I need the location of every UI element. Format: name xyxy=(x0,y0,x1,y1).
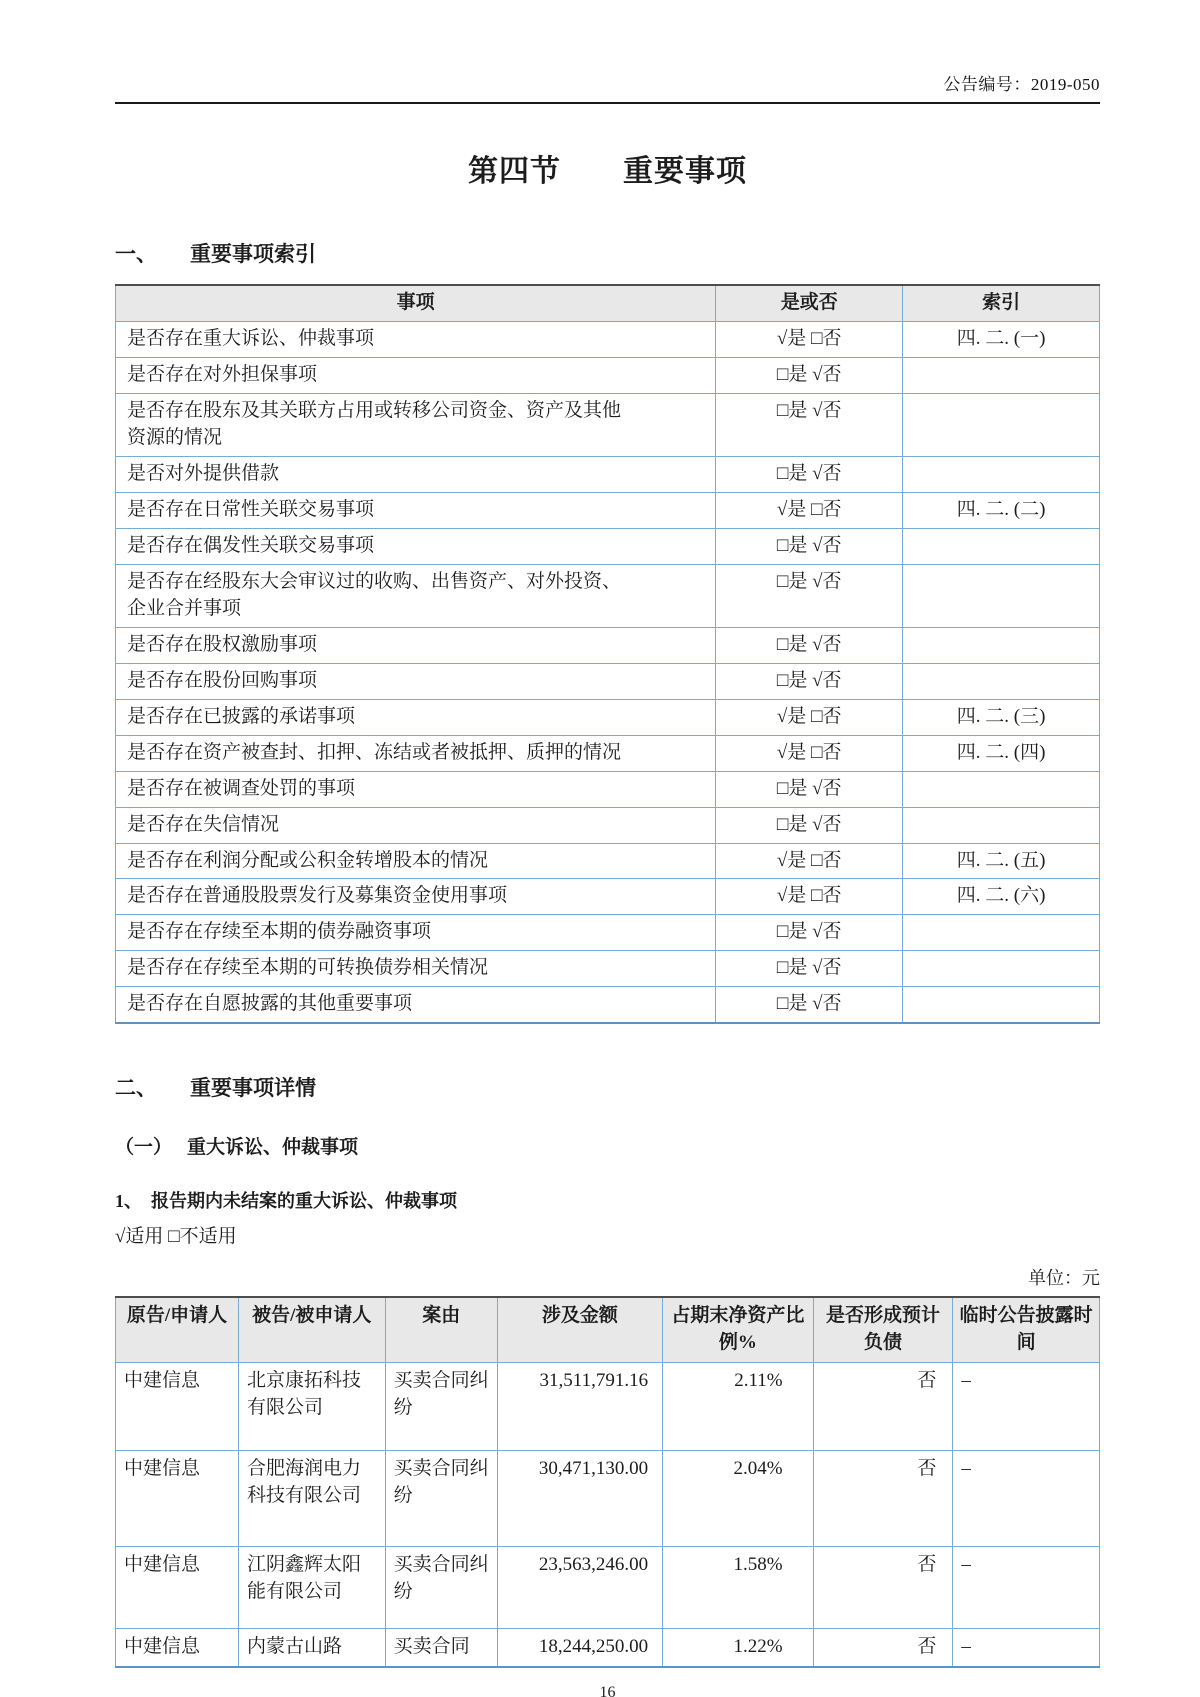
lawsuit-cell-cause: 买卖合同纠纷 xyxy=(385,1451,497,1547)
index-cell-item: 是否存在对外担保事项 xyxy=(116,357,716,393)
index-table-row xyxy=(116,492,1100,528)
subsection-pending-cases-title: 报告期内未结案的重大诉讼、仲裁事项 xyxy=(151,1191,457,1212)
index-table-row xyxy=(116,951,1100,987)
index-cell-yesno: □是 √否 xyxy=(716,663,903,699)
index-cell-index: 四. 二. (一) xyxy=(903,321,1100,357)
lawsuit-cell-amount: 23,563,246.00 xyxy=(497,1547,662,1629)
index-cell-item: 是否存在失信情况 xyxy=(116,807,716,843)
lawsuit-cell-amount: 18,244,250.00 xyxy=(497,1629,662,1667)
index-cell-yesno: √是 □否 xyxy=(716,843,903,879)
lawsuit-cell-defendant: 北京康拓科技有限公司 xyxy=(239,1363,386,1451)
index-cell-index: 四. 二. (三) xyxy=(903,699,1100,735)
important-matters-index-table xyxy=(115,284,1100,1024)
index-cell-yesno: □是 √否 xyxy=(716,771,903,807)
index-table-row xyxy=(116,357,1100,393)
index-cell-item: 是否存在利润分配或公积金转增股本的情况 xyxy=(116,843,716,879)
lawsuit-cell-ratio: 1.58% xyxy=(663,1547,814,1629)
col-header-amount: 涉及金额 xyxy=(497,1297,662,1362)
index-cell-index xyxy=(903,663,1100,699)
index-cell-yesno: □是 √否 xyxy=(716,393,903,456)
lawsuit-cell-liability: 否 xyxy=(813,1451,953,1547)
lawsuit-table-header-row xyxy=(116,1297,1100,1362)
index-cell-index xyxy=(903,393,1100,456)
index-cell-yesno: □是 √否 xyxy=(716,915,903,951)
index-table-row xyxy=(116,663,1100,699)
lawsuit-cell-disclosure: – xyxy=(953,1363,1100,1451)
index-cell-index xyxy=(903,951,1100,987)
col-header-yesno: 是或否 xyxy=(716,285,903,321)
document-content xyxy=(115,0,1100,1697)
lawsuit-cell-liability: 否 xyxy=(813,1363,953,1451)
index-table-row xyxy=(116,987,1100,1023)
lawsuit-table-header xyxy=(116,1297,1100,1362)
index-table-row xyxy=(116,321,1100,357)
lawsuit-cell-plaintiff: 中建信息 xyxy=(116,1547,239,1629)
index-cell-item: 是否存在股权激励事项 xyxy=(116,627,716,663)
lawsuit-cell-amount: 31,511,791.16 xyxy=(497,1363,662,1451)
index-cell-yesno: □是 √否 xyxy=(716,987,903,1023)
index-cell-item: 是否存在资产被查封、扣押、冻结或者被抵押、质押的情况 xyxy=(116,735,716,771)
index-cell-index xyxy=(903,987,1100,1023)
lawsuit-cell-plaintiff: 中建信息 xyxy=(116,1363,239,1451)
col-header-item: 事项 xyxy=(116,285,716,321)
lawsuit-cell-ratio: 2.04% xyxy=(663,1451,814,1547)
index-cell-index xyxy=(903,915,1100,951)
page-number: 16 xyxy=(599,1684,616,1697)
lawsuit-cell-plaintiff: 中建信息 xyxy=(116,1451,239,1547)
index-cell-index xyxy=(903,528,1100,564)
index-table-row xyxy=(116,915,1100,951)
index-cell-yesno: □是 √否 xyxy=(716,807,903,843)
index-table-row xyxy=(116,393,1100,456)
index-cell-index xyxy=(903,456,1100,492)
index-cell-yesno: □是 √否 xyxy=(716,357,903,393)
lawsuit-table-row xyxy=(116,1363,1100,1451)
section2-title: 重要事项详情 xyxy=(190,1076,316,1101)
index-cell-item: 是否存在普通股股票发行及募集资金使用事项 xyxy=(116,879,716,915)
index-cell-item: 是否存在存续至本期的债券融资事项 xyxy=(116,915,716,951)
section2-number: 二、 xyxy=(115,1076,157,1101)
index-cell-yesno: √是 □否 xyxy=(716,699,903,735)
index-table-row xyxy=(116,735,1100,771)
announcement-number: 公告编号：2019-050 xyxy=(943,75,1100,94)
lawsuit-table-row xyxy=(116,1629,1100,1667)
col-header-index: 索引 xyxy=(903,285,1100,321)
applicable-checkline: √适用 □不适用 xyxy=(115,1226,237,1248)
col-header-cause: 案由 xyxy=(385,1297,497,1362)
page-title: 第四节 重要事项 xyxy=(468,155,747,188)
index-cell-item: 是否存在日常性关联交易事项 xyxy=(116,492,716,528)
subsection-lawsuit-heading xyxy=(115,1132,1100,1159)
index-cell-item: 是否存在存续至本期的可转换债券相关情况 xyxy=(116,951,716,987)
index-table-row xyxy=(116,627,1100,663)
lawsuit-cell-defendant: 合肥海润电力科技有限公司 xyxy=(239,1451,386,1547)
index-table-header-row xyxy=(116,285,1100,321)
index-table-row xyxy=(116,699,1100,735)
index-cell-index xyxy=(903,771,1100,807)
index-cell-item: 是否存在股份回购事项 xyxy=(116,663,716,699)
section1-number: 一、 xyxy=(115,242,157,266)
index-cell-index: 四. 二. (六) xyxy=(903,879,1100,915)
index-table-row xyxy=(116,807,1100,843)
index-cell-index xyxy=(903,564,1100,627)
index-cell-item: 是否存在股东及其关联方占用或转移公司资金、资产及其他资源的情况 xyxy=(116,393,716,456)
lawsuit-cell-liability: 否 xyxy=(813,1629,953,1667)
lawsuit-cell-cause: 买卖合同纠纷 xyxy=(385,1547,497,1629)
index-cell-item: 是否存在已披露的承诺事项 xyxy=(116,699,716,735)
lawsuit-cell-ratio: 2.11% xyxy=(663,1363,814,1451)
subsection-lawsuit-title: 重大诉讼、仲裁事项 xyxy=(187,1137,359,1159)
lawsuit-cell-defendant: 江阴鑫辉太阳能有限公司 xyxy=(239,1547,386,1629)
index-cell-item: 是否存在重大诉讼、仲裁事项 xyxy=(116,321,716,357)
header-rule xyxy=(115,102,1100,104)
index-cell-yesno: □是 √否 xyxy=(716,528,903,564)
unit-label: 单位：元 xyxy=(1028,1268,1100,1289)
index-cell-yesno: □是 √否 xyxy=(716,627,903,663)
section2-heading xyxy=(115,1072,1100,1102)
lawsuit-table xyxy=(115,1296,1100,1668)
index-cell-index: 四. 二. (二) xyxy=(903,492,1100,528)
col-header-plaintiff: 原告/申请人 xyxy=(116,1297,239,1362)
index-cell-index xyxy=(903,627,1100,663)
index-table-header xyxy=(116,285,1100,321)
lawsuit-cell-cause: 买卖合同 xyxy=(385,1629,497,1667)
index-cell-item: 是否存在经股东大会审议过的收购、出售资产、对外投资、企业合并事项 xyxy=(116,564,716,627)
index-cell-item: 是否对外提供借款 xyxy=(116,456,716,492)
subsection-lawsuit-number: （一） xyxy=(115,1137,173,1159)
index-table-row xyxy=(116,528,1100,564)
index-table-row xyxy=(116,843,1100,879)
index-cell-index xyxy=(903,357,1100,393)
index-cell-yesno: □是 √否 xyxy=(716,951,903,987)
lawsuit-table-row xyxy=(116,1547,1100,1629)
col-header-ratio: 占期末净资产比例% xyxy=(663,1297,814,1362)
section1-heading xyxy=(115,238,1100,268)
lawsuit-cell-amount: 30,471,130.00 xyxy=(497,1451,662,1547)
index-cell-item: 是否存在被调查处罚的事项 xyxy=(116,771,716,807)
lawsuit-cell-cause: 买卖合同纠纷 xyxy=(385,1363,497,1451)
index-cell-index: 四. 二. (五) xyxy=(903,843,1100,879)
lawsuit-cell-plaintiff: 中建信息 xyxy=(116,1629,239,1667)
subsection-pending-cases-heading xyxy=(115,1187,1100,1213)
lawsuit-cell-disclosure: – xyxy=(953,1451,1100,1547)
col-header-liability: 是否形成预计负债 xyxy=(813,1297,953,1362)
index-cell-yesno: √是 □否 xyxy=(716,321,903,357)
index-table-row xyxy=(116,564,1100,627)
index-cell-index xyxy=(903,807,1100,843)
index-cell-yesno: □是 √否 xyxy=(716,564,903,627)
lawsuit-cell-defendant: 内蒙古山路 xyxy=(239,1629,386,1667)
index-cell-index: 四. 二. (四) xyxy=(903,735,1100,771)
lawsuit-cell-disclosure: – xyxy=(953,1547,1100,1629)
lawsuit-table-body xyxy=(116,1363,1100,1667)
index-cell-yesno: √是 □否 xyxy=(716,879,903,915)
index-cell-yesno: √是 □否 xyxy=(716,735,903,771)
section1-title: 重要事项索引 xyxy=(190,242,316,266)
col-header-defendant: 被告/被申请人 xyxy=(239,1297,386,1362)
index-table-row xyxy=(116,879,1100,915)
lawsuit-cell-ratio: 1.22% xyxy=(663,1629,814,1667)
index-cell-item: 是否存在偶发性关联交易事项 xyxy=(116,528,716,564)
col-header-disclosure: 临时公告披露时间 xyxy=(953,1297,1100,1362)
index-table-body xyxy=(116,321,1100,1023)
index-cell-yesno: √是 □否 xyxy=(716,492,903,528)
subsection-pending-cases-number: 1、 xyxy=(115,1191,142,1212)
index-table-row xyxy=(116,771,1100,807)
lawsuit-table-row xyxy=(116,1451,1100,1547)
lawsuit-cell-disclosure: – xyxy=(953,1629,1100,1667)
index-table-row xyxy=(116,456,1100,492)
lawsuit-cell-liability: 否 xyxy=(813,1547,953,1629)
index-cell-yesno: □是 √否 xyxy=(716,456,903,492)
index-cell-item: 是否存在自愿披露的其他重要事项 xyxy=(116,987,716,1023)
